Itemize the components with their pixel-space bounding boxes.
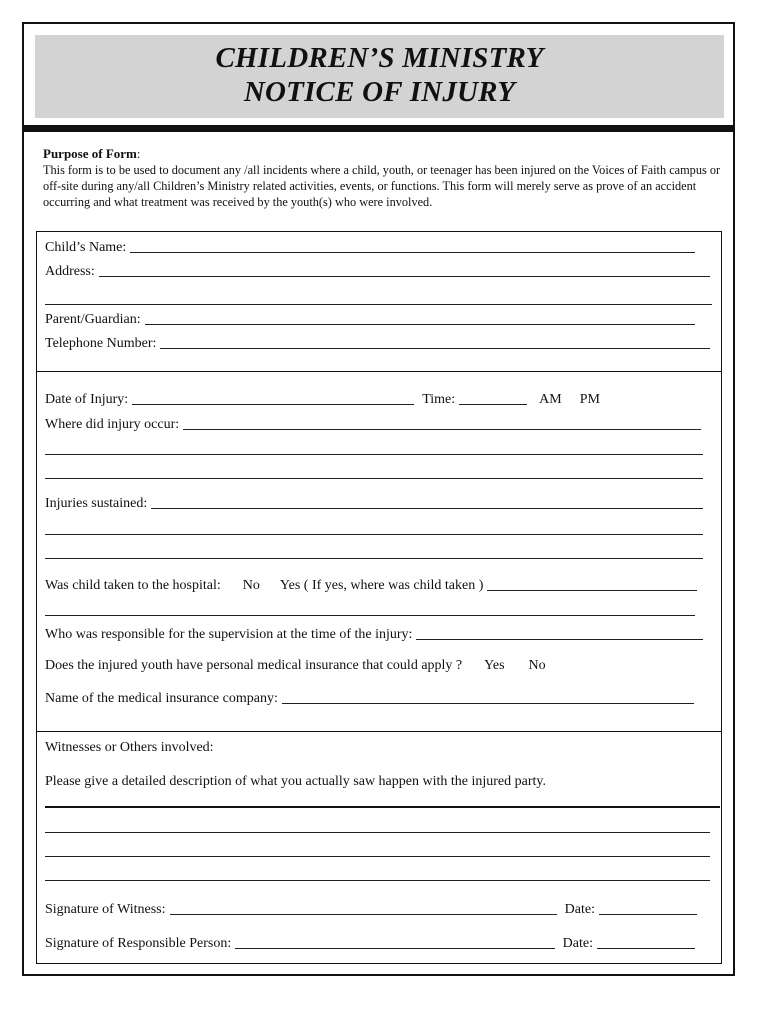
- insurance-company-row: [45, 687, 694, 707]
- title-banner: [35, 35, 724, 118]
- description-prompt-row: [45, 770, 710, 790]
- where-occur-row: [45, 413, 701, 433]
- injuries-field-line-3[interactable]: [45, 558, 703, 559]
- injuries-sustained-field[interactable]: [151, 508, 703, 509]
- description-prompt-label: Please give a detailed description of what you actually saw happen with the injured party.: [45, 774, 546, 789]
- supervision-row: [45, 623, 703, 643]
- form-body: [36, 231, 722, 964]
- hospital-row: [45, 574, 697, 594]
- telephone-row: [45, 332, 710, 352]
- parent-guardian-field[interactable]: [145, 324, 695, 325]
- description-field-line-3[interactable]: [45, 856, 710, 857]
- where-occur-field[interactable]: [183, 429, 701, 430]
- telephone-field[interactable]: [160, 348, 710, 349]
- supervision-label: Who was responsible for the supervision at the time of the injury:: [45, 627, 413, 642]
- title-divider: [24, 125, 733, 132]
- address-row: [45, 260, 710, 280]
- purpose-colon: :: [136, 147, 141, 161]
- date-of-injury-field[interactable]: [132, 404, 414, 405]
- witness-signature-field[interactable]: [170, 914, 557, 915]
- responsible-date-label: Date:: [562, 936, 593, 951]
- childs-name-label: Child’s Name:: [45, 240, 127, 255]
- hospital-question-label: Was child taken to the hospital:: [45, 578, 221, 593]
- date-of-injury-label: Date of Injury:: [45, 392, 129, 407]
- form-title-line-2: NOTICE OF INJURY: [243, 76, 516, 108]
- insurance-company-label: Name of the medical insurance company:: [45, 691, 278, 706]
- address-field-line-2[interactable]: [45, 304, 712, 305]
- address-field[interactable]: [99, 276, 710, 277]
- parent-guardian-label: Parent/Guardian:: [45, 312, 141, 327]
- injuries-sustained-label: Injuries sustained:: [45, 496, 148, 511]
- purpose-heading: Purpose of Form: [43, 146, 137, 161]
- responsible-signature-row: [45, 932, 695, 952]
- witnesses-label: Witnesses or Others involved:: [45, 740, 214, 755]
- supervision-field[interactable]: [416, 639, 703, 640]
- hospital-no-option[interactable]: No: [242, 578, 260, 593]
- witness-signature-row: [45, 898, 697, 918]
- injuries-field-line-2[interactable]: [45, 534, 703, 535]
- where-occur-field-line-2[interactable]: [45, 454, 703, 455]
- insurance-no-option[interactable]: No: [528, 658, 546, 673]
- telephone-label: Telephone Number:: [45, 336, 157, 351]
- time-label: Time:: [422, 392, 456, 407]
- address-label: Address:: [45, 264, 95, 279]
- insurance-question-label: Does the injured youth have personal medical insurance that could apply ?: [45, 658, 463, 673]
- witnesses-row: [45, 736, 710, 756]
- description-field-line-4[interactable]: [45, 880, 710, 881]
- witness-signature-label: Signature of Witness:: [45, 902, 166, 917]
- injuries-row: [45, 492, 703, 512]
- form-frame: [22, 22, 735, 976]
- where-occur-label: Where did injury occur:: [45, 417, 180, 432]
- hospital-where-field-line-2[interactable]: [45, 615, 695, 616]
- am-option[interactable]: AM: [539, 392, 562, 407]
- childs-name-field[interactable]: [130, 252, 695, 253]
- description-field-line-1[interactable]: [45, 806, 720, 808]
- responsible-signature-label: Signature of Responsible Person:: [45, 936, 232, 951]
- purpose-text: This form is to be used to document any /all incidents where a child, youth, or teenager has been injured on the Voices of Faith campus or off-site during any/all Children’s Ministry related activities, events, or functions. This form will merely serve as prove of an accident occurring and what treatment was received by the youth(s) who were involved.: [43, 163, 721, 209]
- parent-guardian-row: [45, 308, 695, 328]
- witness-date-field[interactable]: [599, 914, 697, 915]
- description-field-line-2[interactable]: [45, 832, 710, 833]
- date-time-row: [45, 388, 710, 408]
- time-field[interactable]: [459, 404, 527, 405]
- childs-name-row: [45, 236, 695, 256]
- where-occur-field-line-3[interactable]: [45, 478, 703, 479]
- pm-option[interactable]: PM: [579, 392, 600, 407]
- insurance-company-field[interactable]: [282, 703, 694, 704]
- hospital-where-field[interactable]: [487, 590, 697, 591]
- section-divider-1: [37, 371, 721, 372]
- purpose-section: [43, 146, 723, 210]
- form-title-line-1: CHILDREN’S MINISTRY: [215, 42, 544, 74]
- witness-date-label: Date:: [564, 902, 595, 917]
- insurance-row: [45, 654, 710, 674]
- hospital-yes-option[interactable]: Yes ( If yes, where was child taken ): [279, 578, 484, 593]
- section-divider-2: [37, 731, 721, 732]
- responsible-date-field[interactable]: [597, 948, 695, 949]
- responsible-signature-field[interactable]: [235, 948, 554, 949]
- insurance-yes-option[interactable]: Yes: [484, 658, 505, 673]
